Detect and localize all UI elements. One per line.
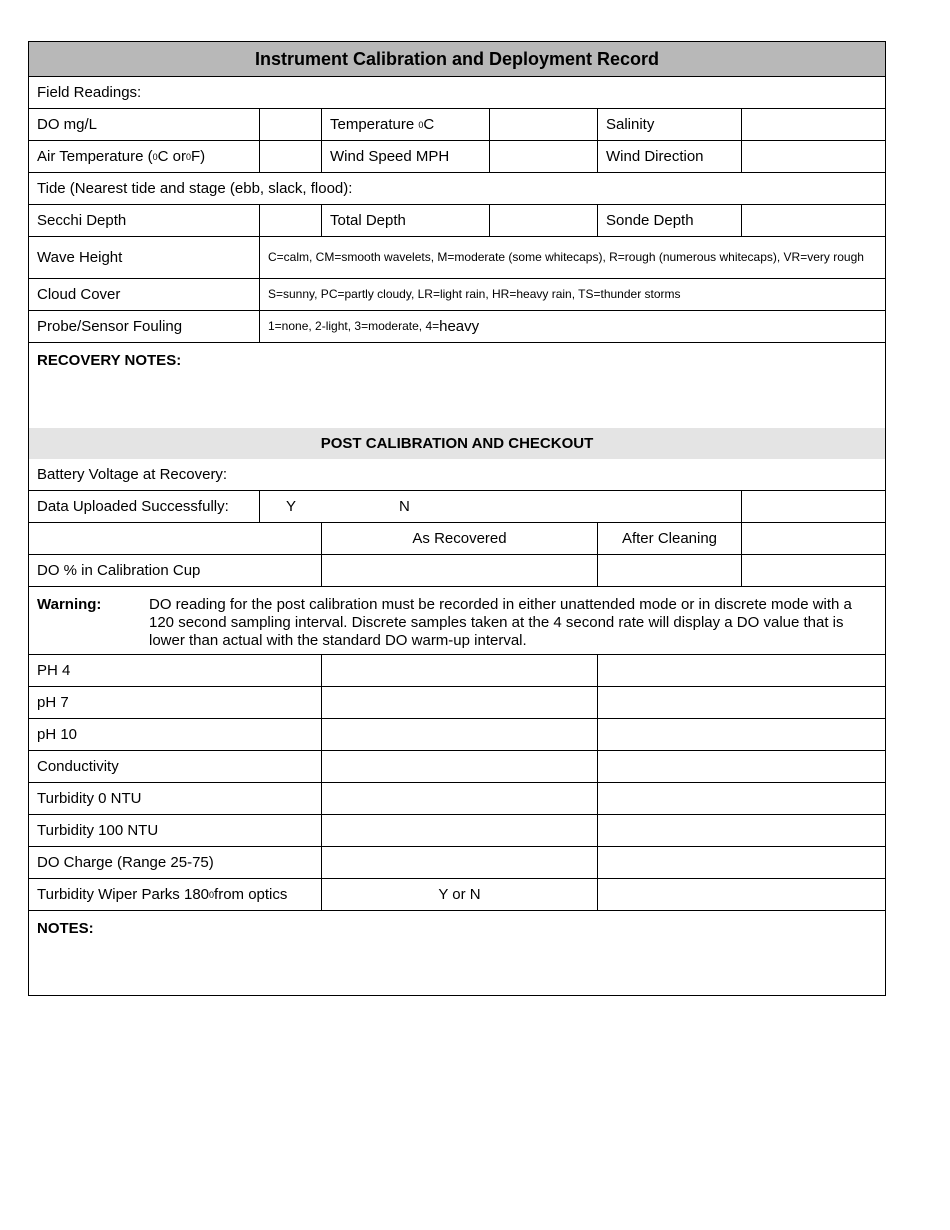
- calibration-as-recovered-field[interactable]: [322, 719, 598, 750]
- calibration-row-label: Turbidity 100 NTU: [29, 815, 322, 846]
- air-temperature-label: Air Temperature ( 0 C or 0 F): [29, 141, 260, 172]
- table-row: [29, 687, 885, 719]
- calibration-after-cleaning-field[interactable]: [598, 719, 885, 750]
- recovery-notes-label: RECOVERY NOTES:: [37, 352, 182, 369]
- extra-header: [742, 523, 885, 554]
- row-wiper: [29, 879, 885, 911]
- row-wave-height: [29, 237, 885, 279]
- warning-label: Warning:: [37, 596, 102, 613]
- fouling-label: Probe/Sensor Fouling: [29, 311, 260, 342]
- temperature-unit: C: [423, 116, 435, 133]
- wind-direction-label: Wind Direction: [598, 141, 742, 172]
- calibration-as-recovered-field[interactable]: [322, 783, 598, 814]
- calibration-after-cleaning-field[interactable]: [598, 815, 885, 846]
- table-row: [29, 719, 885, 751]
- do-cal-cup-label: DO % in Calibration Cup: [29, 555, 322, 586]
- calibration-row-label: Conductivity: [29, 751, 322, 782]
- air-prefix: Air Temperature (: [37, 148, 153, 165]
- battery-voltage-label[interactable]: Battery Voltage at Recovery:: [29, 459, 885, 491]
- sonde-depth-label: Sonde Depth: [598, 205, 742, 236]
- secchi-depth-label: Secchi Depth: [29, 205, 260, 236]
- wind-speed-label: Wind Speed MPH: [322, 141, 490, 172]
- air-mid: C or: [157, 148, 186, 165]
- calibration-as-recovered-field[interactable]: [322, 847, 598, 878]
- calibration-as-recovered-field[interactable]: [322, 815, 598, 846]
- temperature-label: Temperature 0 C: [322, 109, 490, 140]
- do-cal-cup-as-recovered-field[interactable]: [322, 555, 598, 586]
- do-label: DO mg/L: [29, 109, 260, 140]
- secchi-depth-field[interactable]: [260, 205, 322, 236]
- salinity-value-field[interactable]: [742, 109, 885, 140]
- calibration-row-label: pH 7: [29, 687, 322, 718]
- table-row: [29, 847, 885, 879]
- row-cloud-cover: [29, 279, 885, 311]
- row-do-cal-cup: [29, 555, 885, 587]
- row-do-temp-salinity: [29, 109, 885, 141]
- warning-text: DO reading for the post calibration must be recorded in either unattended mode or in discrete mode with a 120 second sampling interval. Discrete samples taken at the 4 second rate will display a DO value that is lower than actual with the standard DO warm-up interval.: [149, 596, 852, 649]
- calibration-after-cleaning-field[interactable]: [598, 655, 885, 686]
- wiper-label: Turbidity Wiper Parks 180 0 from optics: [29, 879, 322, 910]
- calibration-row-label: PH 4: [29, 655, 322, 686]
- table-row: [29, 783, 885, 815]
- field-readings-label: Field Readings:: [29, 77, 885, 109]
- total-depth-label: Total Depth: [322, 205, 490, 236]
- temperature-text: Temperature: [330, 116, 415, 133]
- cloud-cover-legend[interactable]: S=sunny, PC=partly cloudy, LR=light rain, HR=heavy rain, TS=thunder storms: [268, 287, 681, 301]
- air-temperature-field[interactable]: [260, 141, 322, 172]
- do-cal-cup-extra-field[interactable]: [742, 555, 885, 586]
- upload-yes-option[interactable]: Y: [285, 498, 296, 515]
- fouling-legend-text: 1=none, 2-light, 3=moderate, 4=: [268, 319, 440, 333]
- row-fouling: [29, 311, 885, 343]
- form-title: Instrument Calibration and Deployment Record: [29, 42, 885, 77]
- calibration-after-cleaning-field[interactable]: [598, 847, 885, 878]
- fouling-heavy-text: heavy: [439, 318, 480, 335]
- calibration-row-label: pH 10: [29, 719, 322, 750]
- temperature-value-field[interactable]: [490, 109, 598, 140]
- calibration-after-cleaning-field[interactable]: [598, 687, 885, 718]
- fouling-legend[interactable]: [260, 311, 885, 342]
- calibration-as-recovered-field[interactable]: [322, 751, 598, 782]
- table-row: [29, 815, 885, 847]
- wind-speed-field[interactable]: [490, 141, 598, 172]
- upload-no-option[interactable]: N: [322, 491, 742, 522]
- wave-height-label: Wave Height: [29, 237, 260, 278]
- wave-height-legend[interactable]: C=calm, CM=smooth wavelets, M=moderate (some whitecaps), R=rough (numerous whitecaps), VR=very rough: [268, 250, 864, 264]
- recovery-notes-area[interactable]: [29, 343, 885, 428]
- calibration-after-cleaning-field[interactable]: [598, 783, 885, 814]
- tide-label[interactable]: Tide (Nearest tide and stage (ebb, slack, flood):: [29, 173, 885, 205]
- wiper-label-prefix: Turbidity Wiper Parks 180: [37, 886, 210, 903]
- calibration-as-recovered-field[interactable]: [322, 687, 598, 718]
- wind-direction-field[interactable]: [742, 141, 885, 172]
- warning-box: [29, 587, 885, 655]
- row-column-headers: [29, 523, 885, 555]
- calibration-rows: [29, 655, 885, 879]
- row-depths: [29, 205, 885, 237]
- calibration-row-label: Turbidity 0 NTU: [29, 783, 322, 814]
- row-air-wind: [29, 141, 885, 173]
- table-row: [29, 655, 885, 687]
- as-recovered-header: As Recovered: [322, 523, 598, 554]
- calibration-after-cleaning-field[interactable]: [598, 751, 885, 782]
- notes-area[interactable]: [29, 911, 885, 995]
- after-cleaning-header: After Cleaning: [598, 523, 742, 554]
- calibration-form: [28, 41, 886, 996]
- blank-header: [29, 523, 322, 554]
- upload-extra-field[interactable]: [742, 491, 885, 522]
- air-suffix: F): [190, 148, 206, 165]
- salinity-label: Salinity: [598, 109, 742, 140]
- notes-label: NOTES:: [37, 920, 94, 937]
- wiper-answer[interactable]: Y or N: [322, 879, 598, 910]
- wiper-extra-field[interactable]: [598, 879, 885, 910]
- data-upload-label: Data Uploaded Successfully:: [29, 491, 260, 522]
- do-value-field[interactable]: [260, 109, 322, 140]
- cloud-cover-label: Cloud Cover: [29, 279, 260, 310]
- sonde-depth-field[interactable]: [742, 205, 885, 236]
- table-row: [29, 751, 885, 783]
- wiper-label-suffix: from optics: [214, 886, 288, 903]
- calibration-row-label: DO Charge (Range 25-75): [29, 847, 322, 878]
- calibration-as-recovered-field[interactable]: [322, 655, 598, 686]
- do-cal-cup-after-cleaning-field[interactable]: [598, 555, 742, 586]
- row-data-upload: [29, 491, 885, 523]
- total-depth-field[interactable]: [490, 205, 598, 236]
- post-calibration-header: POST CALIBRATION AND CHECKOUT: [29, 428, 885, 459]
